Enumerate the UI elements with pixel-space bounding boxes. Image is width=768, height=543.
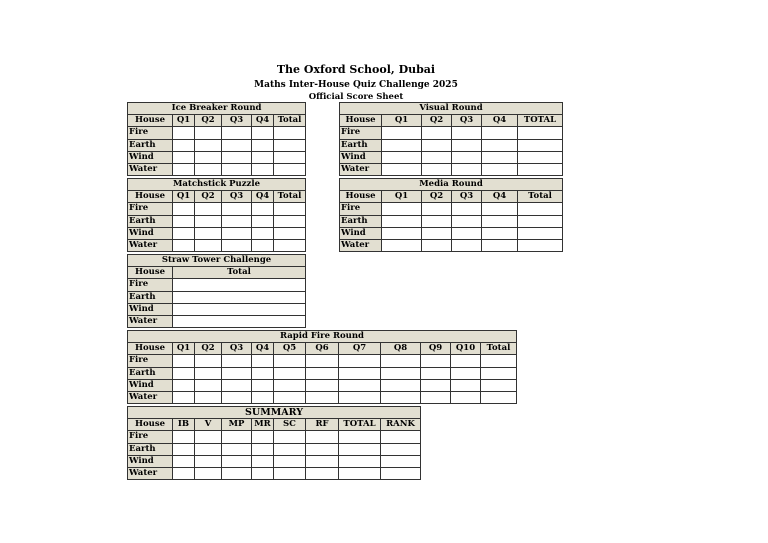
score-cell[interactable] bbox=[306, 431, 339, 443]
score-cell[interactable] bbox=[381, 379, 421, 391]
score-cell[interactable] bbox=[195, 127, 222, 139]
score-cell[interactable] bbox=[518, 139, 563, 151]
column-header: Q4 bbox=[482, 191, 518, 203]
score-cell[interactable] bbox=[252, 151, 274, 163]
section-title: SUMMARY bbox=[128, 407, 421, 419]
table-row bbox=[128, 239, 306, 251]
score-cell[interactable] bbox=[173, 467, 195, 479]
column-header: Q9 bbox=[421, 343, 451, 355]
score-cell[interactable] bbox=[518, 151, 563, 163]
score-cell[interactable] bbox=[222, 379, 252, 391]
score-cell[interactable] bbox=[481, 391, 517, 403]
score-cell[interactable] bbox=[195, 379, 222, 391]
score-cell[interactable] bbox=[222, 355, 252, 367]
score-cell[interactable] bbox=[451, 391, 481, 403]
column-header: V bbox=[195, 419, 222, 431]
column-header-house: House bbox=[128, 343, 173, 355]
score-cell[interactable] bbox=[173, 279, 306, 291]
column-header-house: House bbox=[340, 115, 382, 127]
score-cell[interactable] bbox=[252, 227, 274, 239]
score-cell[interactable] bbox=[339, 443, 381, 455]
score-cell[interactable] bbox=[339, 431, 381, 443]
score-cell[interactable] bbox=[274, 151, 306, 163]
score-cell[interactable] bbox=[306, 391, 339, 403]
score-cell[interactable] bbox=[381, 367, 421, 379]
score-cell[interactable] bbox=[306, 355, 339, 367]
score-cell[interactable] bbox=[252, 127, 274, 139]
score-cell[interactable] bbox=[452, 151, 482, 163]
score-cell[interactable] bbox=[274, 443, 306, 455]
table-row bbox=[128, 315, 306, 327]
score-cell[interactable] bbox=[173, 315, 306, 327]
score-cell[interactable] bbox=[222, 215, 252, 227]
score-cell[interactable] bbox=[381, 455, 421, 467]
score-cell[interactable] bbox=[173, 455, 195, 467]
score-cell[interactable] bbox=[382, 227, 422, 239]
table-row bbox=[340, 203, 563, 215]
score-cell[interactable] bbox=[451, 367, 481, 379]
score-cell[interactable] bbox=[306, 455, 339, 467]
score-cell[interactable] bbox=[222, 443, 252, 455]
score-cell[interactable] bbox=[452, 163, 482, 175]
house-label: Fire bbox=[128, 431, 173, 443]
house-label: Fire bbox=[128, 355, 173, 367]
score-cell[interactable] bbox=[422, 239, 452, 251]
score-cell[interactable] bbox=[252, 431, 274, 443]
house-label: Water bbox=[128, 467, 173, 479]
score-cell[interactable] bbox=[381, 431, 421, 443]
score-cell[interactable] bbox=[482, 239, 518, 251]
column-header: Total bbox=[274, 191, 306, 203]
column-header: Q3 bbox=[452, 191, 482, 203]
section-title: Visual Round bbox=[340, 103, 563, 115]
column-header: MR bbox=[252, 419, 274, 431]
score-cell[interactable] bbox=[482, 203, 518, 215]
score-cell[interactable] bbox=[173, 239, 195, 251]
score-cell[interactable] bbox=[339, 391, 381, 403]
score-cell[interactable] bbox=[422, 203, 452, 215]
score-cell[interactable] bbox=[173, 127, 195, 139]
score-cell[interactable] bbox=[482, 151, 518, 163]
score-cell[interactable] bbox=[252, 455, 274, 467]
house-label: Wind bbox=[128, 303, 173, 315]
house-label: Fire bbox=[128, 279, 173, 291]
score-cell[interactable] bbox=[222, 467, 252, 479]
column-header: RF bbox=[306, 419, 339, 431]
column-header: Q3 bbox=[222, 191, 252, 203]
score-cell[interactable] bbox=[481, 367, 517, 379]
score-cell[interactable] bbox=[274, 139, 306, 151]
score-cell[interactable] bbox=[195, 467, 222, 479]
table-row bbox=[340, 151, 563, 163]
score-cell[interactable] bbox=[222, 151, 252, 163]
house-label: Water bbox=[340, 239, 382, 251]
column-header: Q3 bbox=[222, 343, 252, 355]
score-cell[interactable] bbox=[452, 215, 482, 227]
house-label: Wind bbox=[128, 227, 173, 239]
column-header: Q4 bbox=[482, 115, 518, 127]
score-cell[interactable] bbox=[452, 227, 482, 239]
score-cell[interactable] bbox=[382, 127, 422, 139]
column-header: Q8 bbox=[381, 343, 421, 355]
score-cell[interactable] bbox=[306, 367, 339, 379]
house-label: Earth bbox=[128, 291, 173, 303]
table-row bbox=[340, 139, 563, 151]
house-label: Wind bbox=[128, 151, 173, 163]
house-label: Wind bbox=[128, 455, 173, 467]
score-cell[interactable] bbox=[252, 355, 274, 367]
section-title: Rapid Fire Round bbox=[128, 331, 517, 343]
column-header: Q1 bbox=[173, 115, 195, 127]
score-cell[interactable] bbox=[274, 127, 306, 139]
score-cell[interactable] bbox=[173, 431, 195, 443]
score-cell[interactable] bbox=[421, 355, 451, 367]
column-header-house: House bbox=[340, 191, 382, 203]
column-header-house: House bbox=[128, 191, 173, 203]
score-cell[interactable] bbox=[452, 203, 482, 215]
table-row bbox=[128, 139, 306, 151]
column-header: Q2 bbox=[195, 115, 222, 127]
score-cell[interactable] bbox=[482, 227, 518, 239]
house-label: Earth bbox=[128, 215, 173, 227]
score-cell[interactable] bbox=[339, 455, 381, 467]
score-cell[interactable] bbox=[452, 239, 482, 251]
column-header: Q4 bbox=[252, 115, 274, 127]
score-cell[interactable] bbox=[518, 239, 563, 251]
score-cell[interactable] bbox=[252, 391, 274, 403]
column-header: Q3 bbox=[222, 115, 252, 127]
score-cell[interactable] bbox=[195, 431, 222, 443]
house-label: Earth bbox=[128, 139, 173, 151]
score-cell[interactable] bbox=[339, 367, 381, 379]
table-row bbox=[340, 227, 563, 239]
score-cell[interactable] bbox=[222, 367, 252, 379]
score-cell[interactable] bbox=[421, 391, 451, 403]
house-label: Water bbox=[128, 315, 173, 327]
ice-breaker-table bbox=[127, 102, 306, 176]
score-cell[interactable] bbox=[339, 467, 381, 479]
table-row bbox=[128, 151, 306, 163]
score-cell[interactable] bbox=[422, 151, 452, 163]
table-row bbox=[128, 379, 517, 391]
column-header: IB bbox=[173, 419, 195, 431]
matchstick-puzzle-table bbox=[127, 178, 306, 252]
score-cell[interactable] bbox=[518, 163, 563, 175]
score-cell[interactable] bbox=[252, 467, 274, 479]
column-header: Q3 bbox=[452, 115, 482, 127]
score-cell[interactable] bbox=[339, 355, 381, 367]
house-label: Water bbox=[340, 163, 382, 175]
score-cell[interactable] bbox=[195, 443, 222, 455]
score-cell[interactable] bbox=[481, 355, 517, 367]
score-cell[interactable] bbox=[173, 291, 306, 303]
sheet-subtitle: Official Score Sheet bbox=[308, 92, 404, 102]
score-cell[interactable] bbox=[274, 467, 306, 479]
school-name: The Oxford School, Dubai bbox=[276, 63, 436, 76]
score-cell[interactable] bbox=[195, 239, 222, 251]
score-cell[interactable] bbox=[222, 239, 252, 251]
house-label: Fire bbox=[340, 203, 382, 215]
media-round-table bbox=[339, 178, 563, 252]
score-cell[interactable] bbox=[252, 443, 274, 455]
score-cell[interactable] bbox=[518, 227, 563, 239]
column-header: RANK bbox=[381, 419, 421, 431]
score-cell[interactable] bbox=[195, 227, 222, 239]
score-cell[interactable] bbox=[482, 215, 518, 227]
house-label: Earth bbox=[128, 443, 173, 455]
column-header: Q10 bbox=[451, 343, 481, 355]
column-header: TOTAL bbox=[339, 419, 381, 431]
score-cell[interactable] bbox=[195, 367, 222, 379]
score-cell[interactable] bbox=[173, 391, 195, 403]
score-cell[interactable] bbox=[482, 139, 518, 151]
straw-tower-table bbox=[127, 254, 306, 328]
score-cell[interactable] bbox=[382, 139, 422, 151]
score-cell[interactable] bbox=[173, 443, 195, 455]
table-row bbox=[340, 215, 563, 227]
score-cell[interactable] bbox=[222, 227, 252, 239]
score-cell[interactable] bbox=[173, 355, 195, 367]
score-cell[interactable] bbox=[382, 151, 422, 163]
column-header-house: House bbox=[128, 267, 173, 279]
score-cell[interactable] bbox=[421, 379, 451, 391]
table-row bbox=[340, 127, 563, 139]
section-title: Straw Tower Challenge bbox=[128, 255, 306, 267]
column-header: Total bbox=[518, 191, 563, 203]
score-cell[interactable] bbox=[274, 163, 306, 175]
column-header: Q4 bbox=[252, 343, 274, 355]
score-cell[interactable] bbox=[451, 379, 481, 391]
house-label: Earth bbox=[340, 215, 382, 227]
score-cell[interactable] bbox=[274, 239, 306, 251]
column-header: Q4 bbox=[252, 191, 274, 203]
score-cell[interactable] bbox=[274, 203, 306, 215]
score-cell[interactable] bbox=[274, 455, 306, 467]
score-cell[interactable] bbox=[422, 127, 452, 139]
column-header: Total bbox=[173, 267, 306, 279]
score-cell[interactable] bbox=[339, 379, 381, 391]
column-header: Q2 bbox=[422, 115, 452, 127]
table-row bbox=[128, 431, 421, 443]
score-cell[interactable] bbox=[452, 139, 482, 151]
score-cell[interactable] bbox=[222, 139, 252, 151]
table-row bbox=[128, 355, 517, 367]
score-cell[interactable] bbox=[222, 203, 252, 215]
summary-table bbox=[127, 406, 421, 480]
column-header: Q1 bbox=[382, 191, 422, 203]
table-row bbox=[128, 291, 306, 303]
section-title: Matchstick Puzzle bbox=[128, 179, 306, 191]
score-cell[interactable] bbox=[222, 455, 252, 467]
score-cell[interactable] bbox=[381, 355, 421, 367]
score-cell[interactable] bbox=[381, 391, 421, 403]
score-cell[interactable] bbox=[252, 215, 274, 227]
house-label: Water bbox=[128, 239, 173, 251]
visual-round-table bbox=[339, 102, 563, 176]
score-cell[interactable] bbox=[222, 391, 252, 403]
score-cell[interactable] bbox=[422, 215, 452, 227]
score-cell[interactable] bbox=[482, 163, 518, 175]
score-cell[interactable] bbox=[422, 139, 452, 151]
score-cell[interactable] bbox=[195, 215, 222, 227]
score-cell[interactable] bbox=[452, 127, 482, 139]
table-row bbox=[128, 467, 421, 479]
column-header: Q6 bbox=[306, 343, 339, 355]
house-label: Water bbox=[128, 163, 173, 175]
house-label: Earth bbox=[340, 139, 382, 151]
score-cell[interactable] bbox=[481, 379, 517, 391]
column-header: Total bbox=[481, 343, 517, 355]
section-title: Ice Breaker Round bbox=[128, 103, 306, 115]
column-header: Q2 bbox=[195, 191, 222, 203]
score-cell[interactable] bbox=[222, 127, 252, 139]
score-cell[interactable] bbox=[274, 391, 306, 403]
table-row bbox=[128, 443, 421, 455]
table-row bbox=[128, 279, 306, 291]
score-cell[interactable] bbox=[482, 127, 518, 139]
column-header: TOTAL bbox=[518, 115, 563, 127]
score-cell[interactable] bbox=[274, 355, 306, 367]
score-cell[interactable] bbox=[173, 139, 195, 151]
house-label: Water bbox=[128, 391, 173, 403]
column-header: SC bbox=[274, 419, 306, 431]
score-cell[interactable] bbox=[173, 303, 306, 315]
house-label: Fire bbox=[128, 127, 173, 139]
house-label: Wind bbox=[340, 151, 382, 163]
score-cell[interactable] bbox=[252, 163, 274, 175]
score-cell[interactable] bbox=[306, 443, 339, 455]
house-label: Earth bbox=[128, 367, 173, 379]
column-header: Total bbox=[274, 115, 306, 127]
score-cell[interactable] bbox=[381, 467, 421, 479]
score-cell[interactable] bbox=[306, 467, 339, 479]
score-cell[interactable] bbox=[195, 391, 222, 403]
score-cell[interactable] bbox=[421, 367, 451, 379]
score-cell[interactable] bbox=[173, 203, 195, 215]
table-row bbox=[340, 239, 563, 251]
score-cell[interactable] bbox=[222, 163, 252, 175]
column-header: Q2 bbox=[195, 343, 222, 355]
score-cell[interactable] bbox=[451, 355, 481, 367]
section-title: Media Round bbox=[340, 179, 563, 191]
score-cell[interactable] bbox=[195, 139, 222, 151]
score-cell[interactable] bbox=[382, 163, 422, 175]
score-cell[interactable] bbox=[195, 151, 222, 163]
table-row bbox=[128, 455, 421, 467]
score-cell[interactable] bbox=[252, 379, 274, 391]
column-header: Q2 bbox=[422, 191, 452, 203]
score-cell[interactable] bbox=[422, 227, 452, 239]
score-cell[interactable] bbox=[518, 215, 563, 227]
column-header-house: House bbox=[128, 115, 173, 127]
score-cell[interactable] bbox=[195, 203, 222, 215]
score-cell[interactable] bbox=[195, 163, 222, 175]
table-row bbox=[128, 391, 517, 403]
score-cell[interactable] bbox=[173, 379, 195, 391]
table-row bbox=[128, 303, 306, 315]
house-label: Fire bbox=[128, 203, 173, 215]
score-cell[interactable] bbox=[173, 163, 195, 175]
score-cell[interactable] bbox=[274, 215, 306, 227]
column-header: Q7 bbox=[339, 343, 381, 355]
score-cell[interactable] bbox=[518, 203, 563, 215]
column-header: Q1 bbox=[173, 343, 195, 355]
table-row bbox=[340, 163, 563, 175]
score-cell[interactable] bbox=[381, 443, 421, 455]
score-cell[interactable] bbox=[518, 127, 563, 139]
score-cell[interactable] bbox=[195, 455, 222, 467]
score-cell[interactable] bbox=[422, 163, 452, 175]
score-cell[interactable] bbox=[195, 355, 222, 367]
score-cell[interactable] bbox=[306, 379, 339, 391]
table-row bbox=[128, 127, 306, 139]
score-cell[interactable] bbox=[222, 431, 252, 443]
score-cell[interactable] bbox=[252, 139, 274, 151]
score-cell[interactable] bbox=[274, 431, 306, 443]
column-header: MP bbox=[222, 419, 252, 431]
table-row bbox=[128, 227, 306, 239]
score-cell[interactable] bbox=[173, 227, 195, 239]
score-cell[interactable] bbox=[173, 151, 195, 163]
column-header: Q1 bbox=[173, 191, 195, 203]
score-cell[interactable] bbox=[252, 367, 274, 379]
rapid-fire-table bbox=[127, 330, 517, 404]
score-cell[interactable] bbox=[252, 239, 274, 251]
column-header-house: House bbox=[128, 419, 173, 431]
table-row bbox=[128, 367, 517, 379]
score-cell[interactable] bbox=[274, 379, 306, 391]
score-cell[interactable] bbox=[382, 215, 422, 227]
table-row bbox=[128, 163, 306, 175]
score-cell[interactable] bbox=[252, 203, 274, 215]
house-label: Fire bbox=[340, 127, 382, 139]
event-title: Maths Inter-House Quiz Challenge 2025 bbox=[254, 80, 458, 90]
column-header: Q5 bbox=[274, 343, 306, 355]
table-row bbox=[128, 203, 306, 215]
score-cell[interactable] bbox=[382, 239, 422, 251]
house-label: Wind bbox=[340, 227, 382, 239]
score-cell[interactable] bbox=[173, 367, 195, 379]
table-row bbox=[128, 215, 306, 227]
score-cell[interactable] bbox=[382, 203, 422, 215]
score-cell[interactable] bbox=[274, 227, 306, 239]
score-cell[interactable] bbox=[173, 215, 195, 227]
column-header: Q1 bbox=[382, 115, 422, 127]
score-cell[interactable] bbox=[274, 367, 306, 379]
house-label: Wind bbox=[128, 379, 173, 391]
